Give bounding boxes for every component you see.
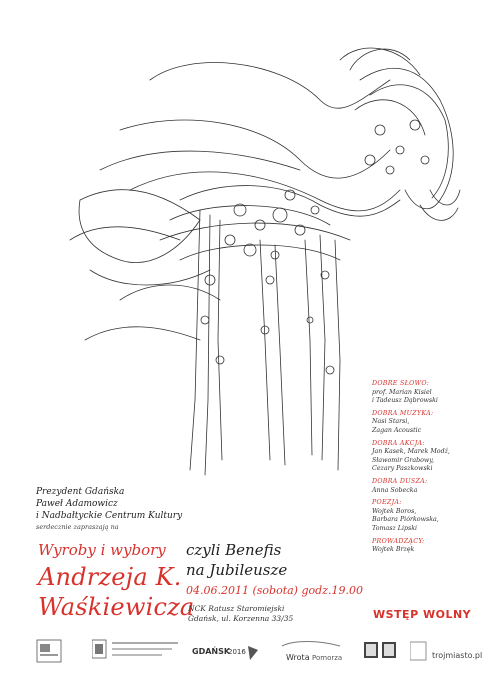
- credit-group: [372, 538, 482, 555]
- title-line-2: Andrzeja K.: [38, 563, 182, 591]
- event-venue: [188, 604, 293, 624]
- credit-name: Jan Kasek, Marek Modź,: [372, 448, 450, 456]
- free-entry-label: WSTĘP WOLNY: [373, 608, 472, 621]
- venue-line-1: NCK Ratusz Staromiejski: [188, 604, 285, 613]
- title-line-3: Waśkiewicza: [38, 593, 195, 621]
- hosts-line-4: serdecznie zapraszają na: [36, 523, 119, 531]
- credit-name: Sławomir Grabowy,: [372, 456, 435, 464]
- credit-name: Wojtek Brzęk: [372, 546, 415, 554]
- hosts-line-3: i Nadbałtyckie Centrum Kultury: [36, 511, 183, 521]
- credit-head: DOBRA MUZYKA:: [372, 409, 434, 417]
- credit-head: DOBRA DUSZA:: [372, 477, 428, 485]
- credit-name: Cezary Paszkowski: [372, 465, 433, 473]
- credit-name: Barbara Piórkowska,: [372, 516, 439, 524]
- subtitle: [186, 540, 287, 580]
- subtitle-line-1: czyli Benefis: [186, 541, 282, 559]
- sponsor-logo-2: [92, 636, 182, 666]
- credit-head: POEZJA:: [372, 499, 402, 507]
- wrota-pomorza-logo: [278, 640, 348, 670]
- credit-head: DOBRE SŁOWO:: [372, 380, 430, 387]
- credit-names: [372, 389, 482, 406]
- hosts-line-2: Paweł Adamowicz: [36, 499, 118, 509]
- credit-head: PROWADZĄCY:: [372, 537, 425, 545]
- credit-names: [372, 418, 482, 435]
- credit-name: Tomasz Lipski: [372, 524, 418, 532]
- credit-name: Zagan Acoustic: [372, 426, 422, 434]
- wrota-logo-text: Wrota: [286, 653, 310, 662]
- credit-group: [372, 440, 482, 474]
- credit-name: Wojtek Boros,: [372, 507, 417, 515]
- title-line-1: Wyroby i wybory: [38, 541, 166, 559]
- hosts-block: [36, 486, 196, 532]
- credit-names: [372, 448, 482, 474]
- credit-names: [372, 546, 482, 555]
- credit-group: [372, 499, 482, 533]
- credit-names: [372, 508, 482, 534]
- gdansk-logo-text: GDAŃSK: [192, 647, 231, 656]
- trojmiasto-logo: [410, 638, 484, 670]
- venue-line-2: Gdańsk, ul. Korzenna 33/35: [188, 614, 294, 623]
- trojmiasto-logo-text: trojmiasto.pl: [432, 651, 483, 660]
- credit-name: prof. Marian Kisiel: [372, 388, 432, 396]
- subtitle-line-2: na Jubileusze: [186, 561, 288, 579]
- credit-group: [372, 380, 482, 406]
- credit-name: Anna Sobecka: [372, 486, 418, 494]
- event-date: 04.06.2011 (sobota) godz.19.00: [186, 584, 363, 597]
- sponsor-logo-film: [362, 638, 402, 670]
- gdansk-logo: [192, 642, 262, 670]
- credit-group: [372, 410, 482, 436]
- credit-name: Nasi Starsi,: [372, 418, 410, 426]
- credit-names: [372, 487, 482, 496]
- credits-list: [372, 380, 482, 559]
- credit-group: [372, 478, 482, 495]
- sponsor-logo-1: [36, 636, 64, 666]
- gdansk-logo-year: 2016: [228, 648, 246, 656]
- pomorza-logo-text: Pomorza: [312, 654, 343, 662]
- sponsor-logos: [36, 632, 484, 672]
- credit-head: DOBRA AKCJA:: [372, 439, 425, 447]
- hosts-line-1: Prezydent Gdańska: [36, 487, 125, 497]
- credit-name: i Tadeusz Dąbrowski: [372, 397, 438, 405]
